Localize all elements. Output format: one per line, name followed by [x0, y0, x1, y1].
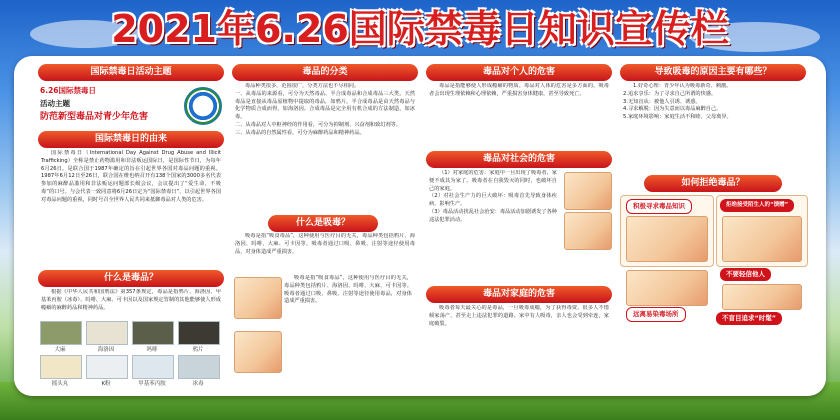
- illustration: [564, 212, 612, 250]
- origin-heading: 国际禁毒日的由来: [38, 131, 224, 148]
- drug-caption: 海洛因: [97, 347, 115, 353]
- drug-caption: 冰毒: [192, 381, 204, 387]
- illustration: [722, 284, 802, 310]
- classification-heading: 毒品的分类: [232, 64, 418, 81]
- drug-photo: [132, 321, 174, 345]
- un-emblem-icon: [184, 87, 222, 125]
- what-is-drug-text: 根据《中华人民共和国刑法》第357条规定，毒品是指鸦片、海洛因、甲基苯丙胺（冰毒）、吗啡、大麻、可卡因以及国家规定管制的其他能够使人形成瘾癖的麻醉药品和精神药品。: [41, 289, 221, 311]
- drug-caption: 大麻: [54, 347, 66, 353]
- drug-caption: K粉: [101, 381, 111, 387]
- drug-caption: 摇头丸: [51, 381, 69, 387]
- family-harm-heading: 毒品对家庭的危害: [426, 286, 612, 303]
- tip-refuse-gifts: 拒绝接受陌生人的“馈赠”: [720, 199, 794, 212]
- drug-photo: [178, 355, 220, 379]
- tip-not-follow-fashion: 不盲目追求“时髦”: [716, 312, 782, 325]
- theme-label: 活动主题: [40, 99, 70, 108]
- column-harms: [426, 64, 612, 365]
- origin-text: 国际禁毒日（International Day Against Drug Abuse and Illicit Trafficking）全称是禁止药物滥用和非法贩运国际日，是国际性节日，为每年6月26日。是联合国于1987年确定的旨在引起世界各国对毒品问题的重视。1987年6月12日至26日，联合国在维也纳召开有138个国家的3000多名代表参加的麻醉品滥用和非法贩运问题部长级会议，会议提出了“爱生命，不吸毒”的口号。与会代表一致同意将6月26日定为“国际禁毒日”，以引起世界各国对毒品问题的重视，同时号召全世界人民共同来抵御毒品对人类的危害。: [41, 150, 221, 203]
- drug-photo: [40, 355, 82, 379]
- illustration: [722, 216, 802, 262]
- tip-dont-trust: 不要轻信他人: [720, 268, 771, 281]
- drug-caption: 甲基苯丙胺: [138, 381, 166, 387]
- family-harm-text: 吸毒者每天最关心的是毒品，一旦吸毒成瘾，为了获得毒资，很多人不惜倾家荡产，甚至走上违法犯罪的道路。家中有人吸毒，亲人也会受到牵连，家庭破裂。: [429, 305, 609, 327]
- drug-photo: [86, 355, 128, 379]
- personal-harm-heading: 毒品对个人的危害: [426, 64, 612, 81]
- causes-text: 1.好奇心理：青少年认为吸毒新奇、刺激。 2.追求享乐：为了寻求自己所谓的快感。 3.无知盲从：被他人引诱、诱惑。 4.寻求解脱：因为失意而以毒品麻醉自己。 5.家庭环境影响：家庭生活不和睦、父母离异。: [623, 83, 732, 121]
- drug-photo: [86, 321, 128, 345]
- activity-theme-heading: 国际禁毒日活动主题: [38, 64, 224, 81]
- what-is-addiction-heading: 什么是吸毒？: [268, 215, 378, 232]
- causes-heading: 导致吸毒的原因主要有哪些？: [620, 64, 806, 81]
- refuse-heading: 如何拒绝毒品？: [644, 175, 782, 192]
- drug-caption: 吗啡: [146, 347, 158, 353]
- illustration: [234, 331, 282, 373]
- page-title: 2021年6.26国际禁毒日知识宣传栏: [111, 7, 729, 51]
- tip-avoid-venues: 远离易染毒场所: [626, 307, 686, 322]
- drug-photo: [132, 355, 174, 379]
- drug-caption: 鸦片: [192, 347, 204, 353]
- tip-seek-knowledge: 积极寻求毒品知识: [626, 199, 692, 214]
- personal-harm-text: 毒品是指能够使人形成瘾癖的物质。毒品对人体的危害是多方面的，吸毒者会出现生理依赖和心理依赖，严重损害身体健康，甚至导致死亡。: [429, 83, 609, 97]
- society-harm-heading: 毒品对社会的危害: [426, 151, 612, 168]
- drug-gallery: [38, 321, 224, 393]
- drug-photo: [40, 321, 82, 345]
- illustration: [626, 216, 708, 262]
- addiction-text-detail: 吸毒是指“吸食毒品”，这种使用与医疗目的无关，毒品种类包括鸦片、海洛因、吗啡、大麻、可卡因等。吸毒者通过口吸、鼻吸、注射等途径使用毒品，对身体造成严重损害。: [284, 275, 412, 305]
- illustration: [564, 172, 612, 210]
- column-prevention: [620, 64, 806, 342]
- drug-photo: [178, 321, 220, 345]
- illustration: [626, 270, 708, 306]
- classification-text: 毒品种类很多，范围很广，分类方法也不尽相同。 一、从毒品的来源看，可分为天然毒品、半合成毒品和合成毒品三大类。天然毒品是直接从毒品原植物中提取的毒品，如鸦片。半合成毒品是由天然毒品与化学物质合成而得，如海洛因。合成毒品是完全用有机合成的方法制造，如冰毒。 二、从毒品对人中枢神经的作用看，可分为抑制剂、兴奋剂和致幻剂等。 三、从毒品的自然属性看，可分为麻醉药品和精神药品。: [235, 83, 415, 136]
- column-classification: [232, 64, 418, 385]
- column-theme: [38, 64, 224, 393]
- date-line: 6.26国际禁毒日: [40, 86, 97, 95]
- illustration: [234, 277, 282, 319]
- what-is-drug-heading: 什么是毒品？: [38, 270, 224, 287]
- addiction-text: 吸毒是指“吸食毒品”，这种使用与医疗目的无关，毒品种类包括鸦片、海洛因、吗啡、大麻、可卡因等。吸毒者通过口吸、鼻吸、注射等途径使用毒品，对身体造成严重损害。: [235, 233, 415, 255]
- theme-text: 防范新型毒品对青少年危害: [40, 112, 149, 122]
- society-harm-text: （1）对家庭的危害：家庭中一旦出现了吸毒者，家便不成其为家了。吸毒者在自我毁灭的同时，也破坏自己的家庭。 （2）对社会生产力的巨大破坏：吸毒首先导致身体疾病，影响生产。 （3）毒品活动扰乱社会治安：毒品活动加剧诱发了各种违法犯罪活动。: [429, 170, 557, 223]
